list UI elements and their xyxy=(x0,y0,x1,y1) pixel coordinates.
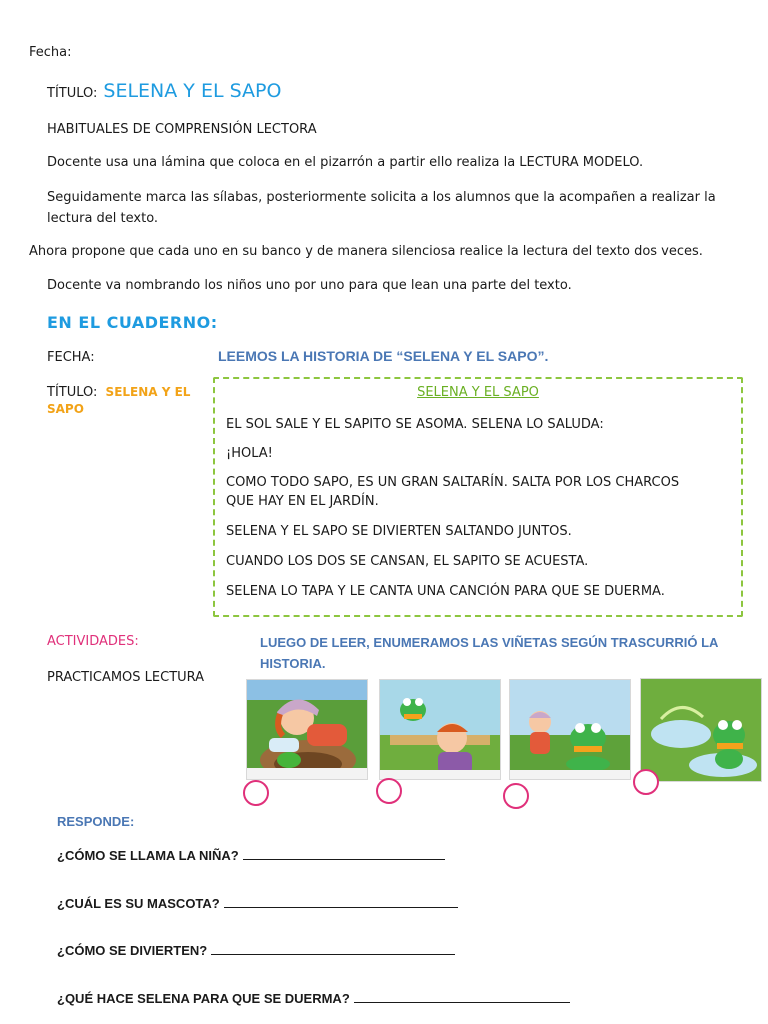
story-text xyxy=(226,415,736,601)
question-row xyxy=(57,847,445,863)
story-panel-3 xyxy=(509,679,631,780)
cuaderno-fecha-label: FECHA: xyxy=(47,350,95,365)
actividades-label: ACTIVIDADES: xyxy=(47,634,139,649)
intro-paragraph-3: Ahora propone que cada uno en su banco y de manera silenciosa realice la lectura del texto dos veces. xyxy=(29,244,703,259)
habituales-heading: HABITUALES DE COMPRENSIÓN LECTORA xyxy=(47,122,317,137)
story-line: SELENA Y EL SAPO SE DIVIERTEN SALTANDO JUNTOS. xyxy=(226,524,572,539)
story-panel-1 xyxy=(246,679,368,780)
question-row xyxy=(57,895,458,911)
intro-paragraph-2-line-1: Seguidamente marca las sílabas, posteriormente solicita a los alumnos que la acompañen a realizar la xyxy=(47,190,716,205)
frog-jumping-with-girl-illustration xyxy=(510,680,631,780)
instruction-line-1: LUEGO DE LEER, ENUMERAMOS LAS VIÑETAS SEGÚN TRASCURRIÓ LA xyxy=(260,635,719,650)
intro-paragraph-4: Docente va nombrando los niños uno por uno para que lean una parte del texto. xyxy=(47,278,572,293)
story-panel-2 xyxy=(379,679,501,780)
answer-line[interactable] xyxy=(224,895,458,908)
intro-paragraph-2-line-2: lectura del texto. xyxy=(47,211,159,226)
intro-paragraph-1: Docente usa una lámina que coloca en el pizarrón a partir ello realiza la LECTURA MODELO. xyxy=(47,155,644,170)
story-panel-4 xyxy=(640,678,762,782)
panel-2-number-circle[interactable] xyxy=(376,778,402,804)
story-line: SELENA LO TAPA Y LE CANTA UNA CANCIÓN PARA QUE SE DUERMA. xyxy=(226,584,665,599)
cuaderno-titulo-value-line-2: SAPO xyxy=(47,402,84,416)
page-title: SELENA Y EL SAPO xyxy=(103,80,282,102)
story-line: COMO TODO SAPO, ES UN GRAN SALTARÍN. SALTA POR LOS CHARCOS xyxy=(226,475,680,490)
cuaderno-titulo-value: SELENA Y EL xyxy=(105,385,191,399)
question-text: ¿CUÁL ES SU MASCOTA? xyxy=(57,896,220,911)
panel-1-number-circle[interactable] xyxy=(243,780,269,806)
girl-greeting-frog-illustration xyxy=(380,680,501,780)
responde-label: RESPONDE: xyxy=(57,814,135,829)
panel-4-number-circle[interactable] xyxy=(633,769,659,795)
story-line: CUANDO LOS DOS SE CANSAN, EL SAPITO SE ACUESTA. xyxy=(226,554,589,569)
answer-line[interactable] xyxy=(354,990,570,1003)
panel-3-number-circle[interactable] xyxy=(503,783,529,809)
story-line: ¡HOLA! xyxy=(226,446,273,461)
frog-in-puddle-illustration xyxy=(641,679,762,782)
actividades-instruction xyxy=(260,632,718,674)
titulo-label: TÍTULO: xyxy=(47,86,98,101)
question-text: ¿CÓMO SE DIVIERTEN? xyxy=(57,943,208,958)
practicamos-label: PRACTICAMOS LECTURA xyxy=(47,670,205,685)
story-box xyxy=(213,377,743,617)
cuaderno-titulo-label: TÍTULO: xyxy=(47,385,98,400)
story-line: QUE HAY EN EL JARDÍN. xyxy=(226,494,379,509)
story-line: EL SOL SALE Y EL SAPITO SE ASOMA. SELENA LO SALUDA: xyxy=(226,417,604,432)
question-text: ¿QUÉ HACE SELENA PARA QUE SE DUERMA? xyxy=(57,991,350,1006)
question-row xyxy=(57,990,570,1006)
answer-line[interactable] xyxy=(243,847,445,860)
fecha-label: Fecha: xyxy=(29,45,72,60)
titulo-row xyxy=(47,80,281,104)
answer-line[interactable] xyxy=(211,942,455,955)
leemos-heading: LEEMOS LA HISTORIA DE “SELENA Y EL SAPO”. xyxy=(218,348,549,364)
question-text: ¿CÓMO SE LLAMA LA NIÑA? xyxy=(57,848,239,863)
cuaderno-heading: EN EL CUADERNO: xyxy=(47,313,218,332)
girl-burying-frog-illustration xyxy=(247,680,368,780)
story-title: SELENA Y EL SAPO xyxy=(417,385,539,400)
instruction-line-2: HISTORIA. xyxy=(260,656,326,671)
question-row xyxy=(57,942,455,958)
